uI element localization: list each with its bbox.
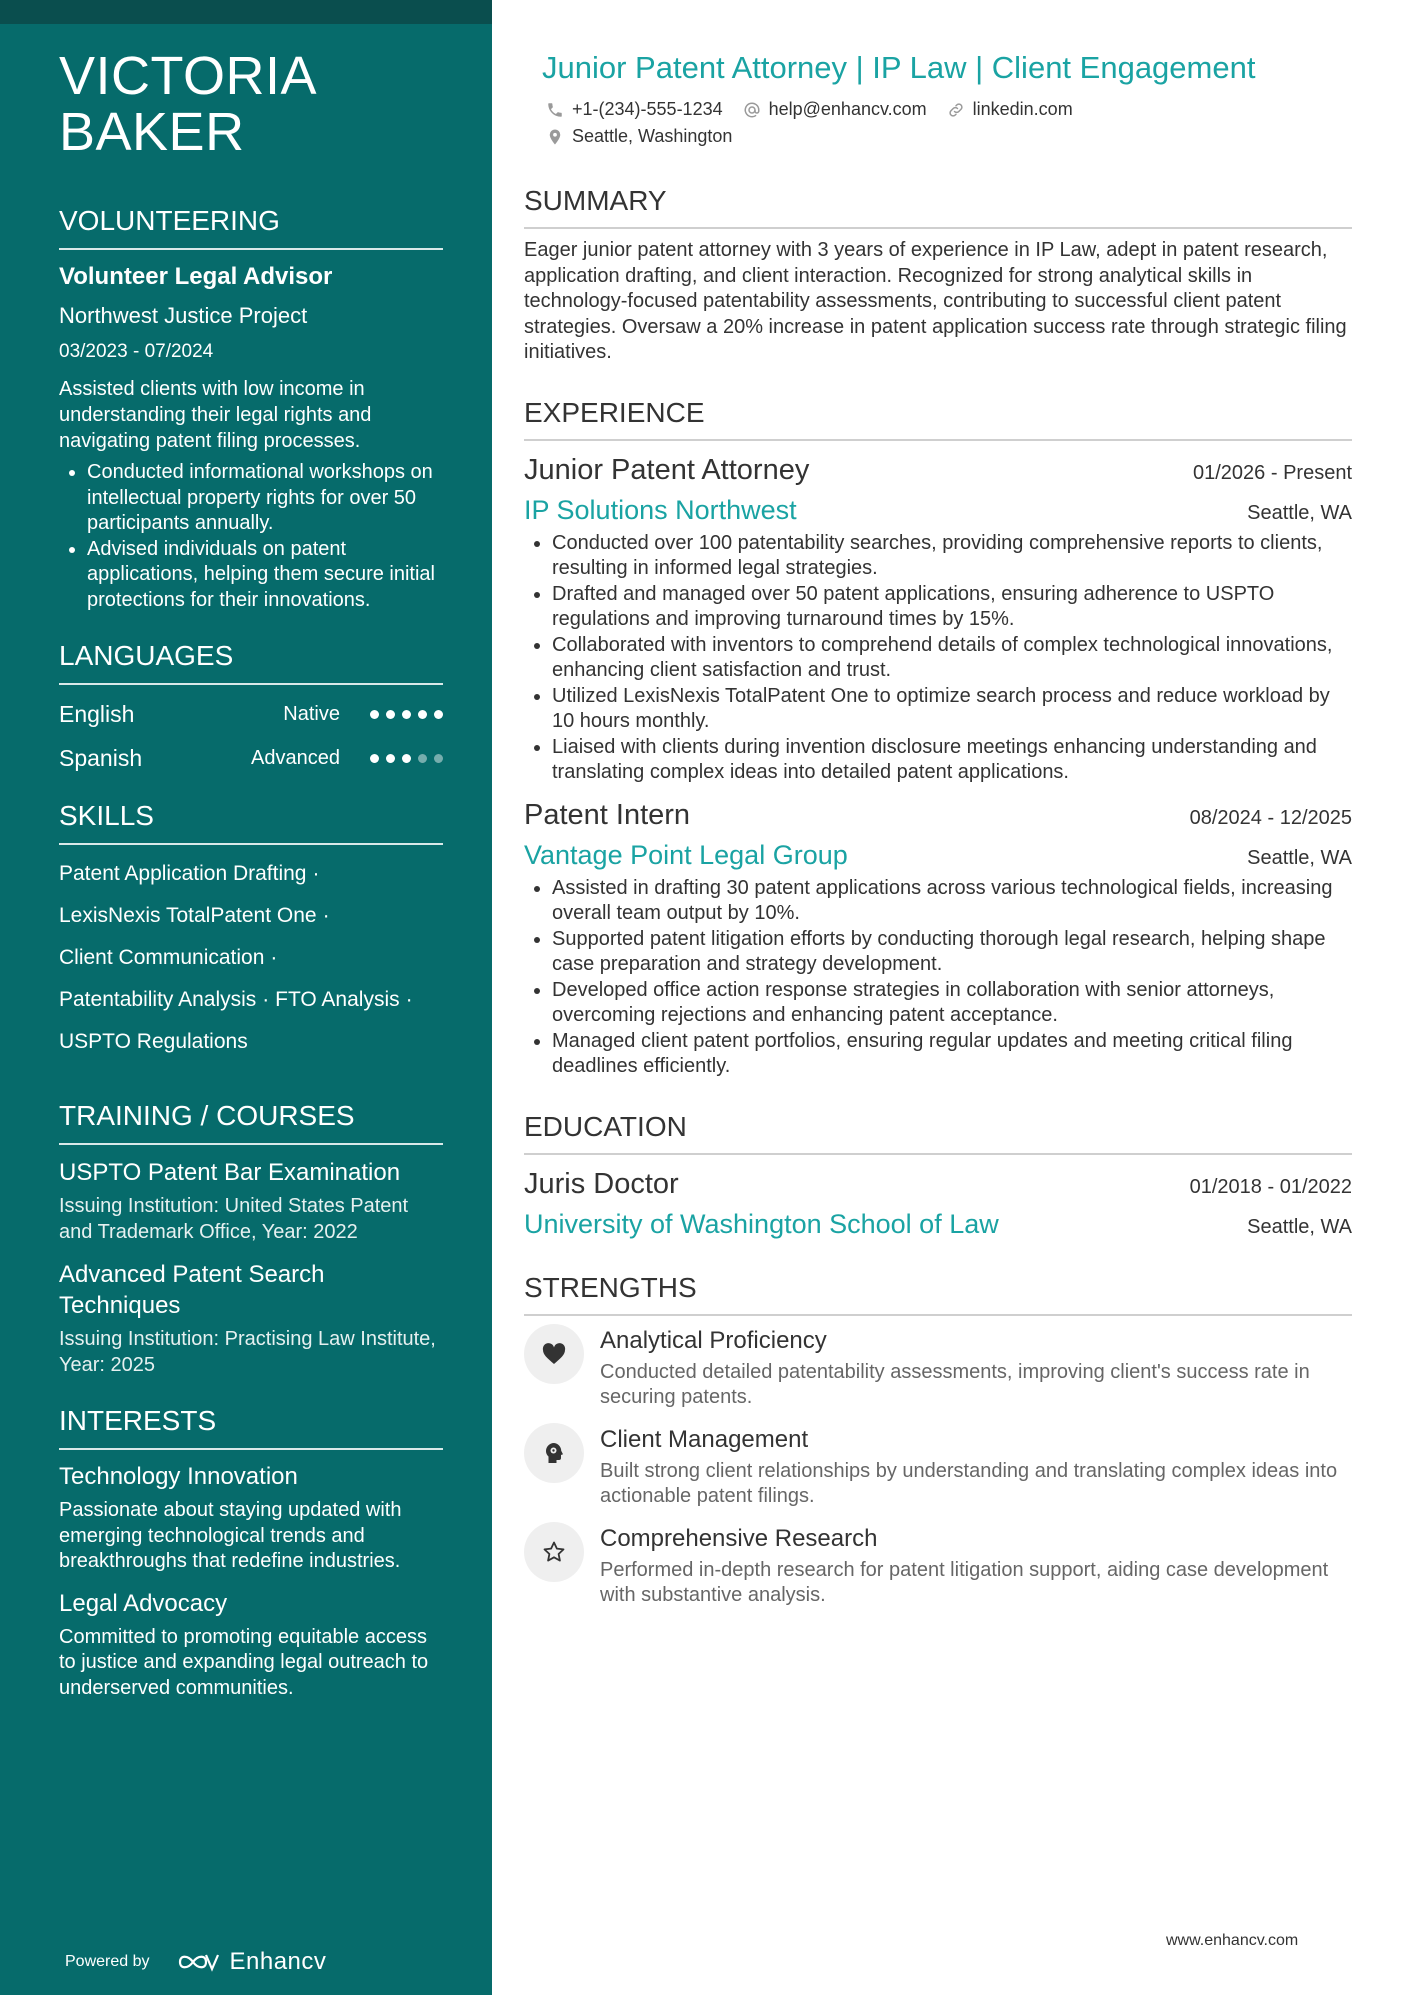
course-title: Advanced Patent Search Techniques bbox=[59, 1261, 325, 1319]
job-entry bbox=[524, 451, 1352, 786]
summary-section bbox=[524, 184, 1352, 366]
proficiency-dot-filled bbox=[402, 754, 411, 763]
candidate-name bbox=[59, 48, 443, 160]
job-location: Seattle, WA bbox=[1247, 846, 1352, 869]
skill-line bbox=[59, 945, 443, 971]
interest-title: Legal Advocacy bbox=[59, 1589, 228, 1617]
languages-heading: LANGUAGES bbox=[59, 639, 443, 685]
job-bullets bbox=[524, 876, 1352, 1080]
skill-item: FTO Analysis bbox=[275, 988, 400, 1011]
language-level: Native bbox=[283, 702, 340, 725]
strength-item bbox=[524, 1522, 1352, 1609]
strengths-heading: STRENGTHS bbox=[524, 1271, 1352, 1316]
headline: Junior Patent Attorney | IP Law | Client Engagement bbox=[542, 50, 1256, 85]
language-row bbox=[59, 699, 443, 729]
list-item: • Developed office action response strategies in collaboration with senior attorneys, overcoming rejections and enhancing patent acceptance. bbox=[552, 978, 1352, 1029]
strength-item bbox=[524, 1324, 1352, 1411]
training-section bbox=[59, 1099, 443, 1378]
phone[interactable] bbox=[546, 96, 723, 123]
job-company: Vantage Point Legal Group bbox=[524, 839, 848, 870]
education-dates: 01/2018 - 01/2022 bbox=[1189, 1175, 1352, 1198]
education-entry bbox=[524, 1165, 1352, 1241]
head-brain-icon bbox=[524, 1423, 584, 1483]
job-location: Seattle, WA bbox=[1247, 501, 1352, 524]
education-location: Seattle, WA bbox=[1247, 1215, 1352, 1238]
skills-heading: SKILLS bbox=[59, 799, 443, 845]
skill-item: USPTO Regulations bbox=[59, 1030, 248, 1053]
proficiency-dot-filled bbox=[370, 754, 379, 763]
degree: Juris Doctor bbox=[524, 1167, 679, 1200]
skill-line bbox=[59, 1029, 443, 1055]
last-name: BAKER bbox=[59, 102, 245, 162]
job-entry bbox=[524, 796, 1352, 1080]
volunteer-dates: 03/2023 - 07/2024 bbox=[59, 341, 214, 362]
language-row bbox=[59, 743, 443, 773]
job-bullets bbox=[524, 531, 1352, 786]
education-section bbox=[524, 1110, 1352, 1241]
job-company: IP Solutions Northwest bbox=[524, 494, 797, 525]
proficiency-dot-filled bbox=[402, 710, 411, 719]
email-text: help@enhancv.com bbox=[768, 99, 927, 119]
phone-icon bbox=[546, 101, 564, 119]
education-heading: EDUCATION bbox=[524, 1110, 1352, 1155]
skill-item: Patent Application Drafting bbox=[59, 862, 307, 885]
summary-text: Eager junior patent attorney with 3 years of experience in IP Law, adept in patent research, application drafting, and client interaction. Recognized for strong analytical skills in technology-focused patentability assessments, contributing to successful client patent strategies. Oversaw a 20% increase in patent application success rate through strategic filing initiatives. bbox=[524, 239, 1347, 363]
interests-section bbox=[59, 1404, 443, 1701]
proficiency-dot-filled bbox=[434, 710, 443, 719]
skill-line bbox=[59, 903, 443, 929]
language-name: Spanish bbox=[59, 744, 143, 771]
skill-item: LexisNexis TotalPatent One bbox=[59, 904, 317, 927]
list-item: • Drafted and managed over 50 patent applications, ensuring adherence to USPTO regulations and improving turnaround times by 15%. bbox=[552, 582, 1352, 633]
list-item: • Conducted over 100 patentability searches, providing comprehensive reports to clients, resulting in informed legal strategies. bbox=[552, 531, 1352, 582]
skill-line bbox=[59, 861, 443, 887]
course-title: USPTO Patent Bar Examination bbox=[59, 1159, 401, 1186]
strengths-section bbox=[524, 1271, 1352, 1609]
proficiency-dot-empty bbox=[418, 754, 427, 763]
main-column bbox=[524, 48, 1352, 1609]
skill-separator: · bbox=[405, 988, 413, 1011]
phone-text: +1-(234)-555-1234 bbox=[572, 99, 723, 119]
skill-line bbox=[59, 987, 443, 1013]
interest-title: Technology Innovation bbox=[59, 1463, 298, 1490]
summary-heading: SUMMARY bbox=[524, 184, 1352, 229]
strength-title: Comprehensive Research bbox=[600, 1524, 878, 1552]
volunteer-bullets bbox=[59, 460, 443, 613]
powered-by bbox=[65, 1948, 326, 1976]
email[interactable] bbox=[743, 96, 927, 123]
course-detail: Issuing Institution: United States Patent and Trademark Office, Year: 2022 bbox=[59, 1195, 409, 1243]
skill-separator: · bbox=[262, 988, 270, 1011]
skill-separator: · bbox=[312, 862, 320, 885]
list-item: • Managed client patent portfolios, ensuring regular updates and meeting critical filing deadlines efficiently. bbox=[552, 1029, 1352, 1080]
volunteer-organization: Northwest Justice Project bbox=[59, 303, 308, 328]
experience-heading: EXPERIENCE bbox=[524, 396, 1352, 441]
enhancv-logo-icon bbox=[176, 1950, 222, 1974]
job-dates: 01/2026 - Present bbox=[1193, 461, 1352, 484]
strength-description: Performed in-depth research for patent litigation support, aiding case development with substantive analysis. bbox=[600, 1558, 1329, 1606]
proficiency-dots bbox=[370, 754, 443, 763]
powered-by-label: Powered by bbox=[65, 1953, 150, 1970]
heart-icon bbox=[524, 1324, 584, 1384]
first-name: VICTORIA bbox=[59, 46, 318, 106]
sidebar-top-bar bbox=[0, 0, 492, 24]
list-item: • Liaised with clients during invention disclosure meetings enhancing understanding and translating complex ideas into detailed patent applications. bbox=[552, 735, 1352, 786]
link-icon bbox=[947, 101, 965, 119]
strength-title: Client Management bbox=[600, 1425, 809, 1453]
proficiency-dot-filled bbox=[418, 710, 427, 719]
location bbox=[546, 123, 732, 150]
contact-info bbox=[546, 96, 1352, 150]
star-icon bbox=[524, 1522, 584, 1582]
job-title: Patent Intern bbox=[524, 798, 691, 831]
training-heading: TRAINING / COURSES bbox=[59, 1099, 443, 1145]
location-text: Seattle, Washington bbox=[572, 126, 733, 146]
skill-separator: · bbox=[322, 904, 330, 927]
volunteer-description: Assisted clients with low income in understanding their legal rights and navigating patent filing processes. bbox=[59, 378, 372, 452]
proficiency-dot-filled bbox=[386, 754, 395, 763]
proficiency-dots bbox=[370, 710, 443, 719]
skill-item: Client Communication bbox=[59, 946, 265, 969]
enhancv-logo[interactable] bbox=[176, 1948, 327, 1976]
job-dates: 08/2024 - 12/2025 bbox=[1189, 806, 1352, 829]
location-pin-icon bbox=[546, 127, 564, 147]
interest-description: Passionate about staying updated with emerging technological trends and breakthroughs that redefine industries. bbox=[59, 1499, 402, 1572]
at-icon bbox=[743, 101, 761, 119]
list-item: • Advised individuals on patent applications, helping them secure initial protections for their innovations. bbox=[87, 537, 443, 614]
sidebar bbox=[0, 0, 492, 1995]
interest-description: Committed to promoting equitable access to justice and expanding legal outreach to underserved communities. bbox=[59, 1625, 429, 1699]
enhancv-brand: Enhancv bbox=[229, 1948, 327, 1975]
language-level: Advanced bbox=[251, 746, 340, 769]
volunteering-section bbox=[59, 204, 443, 613]
list-item: • Collaborated with inventors to comprehend details of complex technological innovations, enhancing client satisfaction and trust. bbox=[552, 633, 1352, 684]
job-title: Junior Patent Attorney bbox=[524, 453, 810, 486]
linkedin-text: linkedin.com bbox=[972, 99, 1073, 119]
course-detail: Issuing Institution: Practising Law Institute, Year: 2025 bbox=[59, 1328, 436, 1376]
volunteer-role: Volunteer Legal Advisor bbox=[59, 263, 333, 290]
experience-section bbox=[524, 396, 1352, 1080]
languages-section bbox=[59, 639, 443, 773]
linkedin[interactable] bbox=[947, 96, 1073, 123]
volunteering-heading: VOLUNTEERING bbox=[59, 204, 443, 250]
list-item: • Assisted in drafting 30 patent applications across various technological fields, increasing overall team output by 10%. bbox=[552, 876, 1352, 927]
school: University of Washington School of Law bbox=[524, 1208, 999, 1239]
proficiency-dot-filled bbox=[386, 710, 395, 719]
list-item: • Conducted informational workshops on intellectual property rights for over 50 participants annually. bbox=[87, 460, 443, 537]
strength-description: Conducted detailed patentability assessments, improving client's success rate in securing patents. bbox=[600, 1360, 1310, 1408]
proficiency-dot-empty bbox=[434, 754, 443, 763]
skill-separator: · bbox=[270, 946, 278, 969]
language-name: English bbox=[59, 700, 135, 727]
skill-item: Patentability Analysis bbox=[59, 988, 257, 1011]
interests-heading: INTERESTS bbox=[59, 1404, 443, 1450]
skills-section bbox=[59, 799, 443, 1055]
list-item: • Supported patent litigation efforts by conducting thorough legal research, helping shape case preparation and strategy development. bbox=[552, 927, 1352, 978]
strength-item bbox=[524, 1423, 1352, 1510]
footer-website[interactable]: www.enhancv.com bbox=[1166, 1932, 1299, 1949]
proficiency-dot-filled bbox=[370, 710, 379, 719]
strength-title: Analytical Proficiency bbox=[600, 1326, 827, 1354]
list-item: • Utilized LexisNexis TotalPatent One to optimize search process and reduce workload by 10 hours monthly. bbox=[552, 684, 1352, 735]
strength-description: Built strong client relationships by understanding and translating complex ideas into actionable patent filings. bbox=[600, 1459, 1338, 1507]
